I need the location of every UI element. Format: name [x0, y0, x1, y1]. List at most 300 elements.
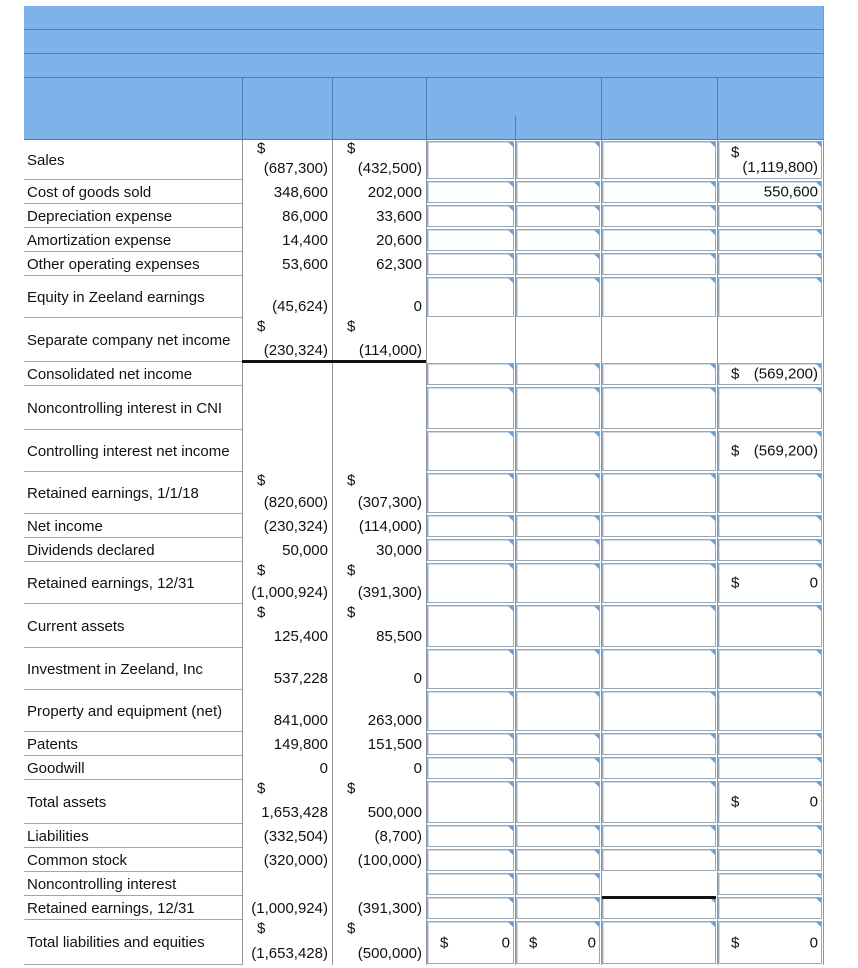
holland-value: (687,300) [263, 160, 328, 177]
debit-input-cell[interactable] [427, 363, 514, 385]
cell-marker-icon [508, 254, 513, 259]
debit-input-cell[interactable] [427, 873, 514, 895]
zeeland-value: (114,000) [358, 518, 422, 535]
account-label: Retained earnings, 12/31 [27, 574, 195, 592]
nci-input-cell[interactable] [602, 781, 716, 823]
cell-marker-icon [710, 606, 715, 611]
account-label: Goodwill [27, 759, 85, 777]
debit-input-cell[interactable] [427, 563, 514, 603]
nci-input-cell[interactable] [602, 431, 716, 471]
cell-marker-icon [508, 826, 513, 831]
debit-input-cell[interactable] [427, 649, 514, 689]
account-label: Depreciation expense [27, 207, 173, 225]
account-label: Current assets [27, 617, 125, 635]
cell-marker-icon [594, 564, 599, 569]
cell-marker-icon [508, 182, 513, 187]
credit-input-cell[interactable] [516, 363, 600, 385]
account-label: Retained earnings, 12/31 [27, 899, 195, 917]
total-input-cell[interactable] [718, 515, 822, 537]
debit-dollar-sign: $ [440, 934, 449, 951]
total-input-cell[interactable] [718, 387, 822, 429]
holland-value: (230,324) [263, 518, 328, 535]
total-dollar-sign: $ [731, 793, 740, 811]
holland-dollar-sign: $ [257, 604, 266, 621]
nci-input-cell[interactable] [602, 921, 716, 964]
zeeland-value: 85,500 [376, 628, 422, 645]
total-input-cell[interactable] [718, 473, 822, 513]
holland-dollar-sign: $ [257, 920, 266, 937]
credit-input-cell[interactable] [516, 849, 600, 871]
total-value: 0 [809, 574, 818, 592]
credit-input-cell[interactable] [516, 921, 600, 964]
account-label: Investment in Zeeland, Inc [27, 660, 203, 678]
cell-marker-icon [508, 432, 513, 437]
cell-marker-icon [816, 874, 821, 879]
account-label: Equity in Zeeland earnings [27, 288, 205, 306]
holland-value: (1,000,924) [251, 584, 328, 601]
nci-input-cell[interactable] [602, 825, 716, 847]
total-dollar-sign: $ [731, 934, 740, 951]
zeeland-value: 33,600 [376, 208, 422, 225]
credit-input-cell[interactable] [516, 825, 600, 847]
worksheet-row-separate-ni [24, 318, 824, 362]
total-input-cell[interactable] [718, 253, 822, 275]
cell-marker-icon [816, 692, 821, 697]
cell-marker-icon [816, 540, 821, 545]
account-label: Total assets [27, 793, 107, 811]
credit-input-cell[interactable] [516, 277, 600, 317]
cell-marker-icon [816, 516, 821, 521]
worksheet-row-sales [24, 140, 824, 180]
debit-input-cell[interactable] [427, 515, 514, 537]
zeeland-value: 30,000 [376, 542, 422, 559]
credit-input-cell[interactable] [516, 387, 600, 429]
cell-marker-icon [594, 540, 599, 545]
cell-marker-icon [594, 206, 599, 211]
cell-marker-icon [508, 564, 513, 569]
cell-marker-icon [594, 516, 599, 521]
total-input-cell[interactable] [718, 141, 822, 179]
cell-marker-icon [508, 606, 513, 611]
worksheet-row-nci [24, 872, 824, 896]
worksheet-row-goodwill [24, 756, 824, 780]
credit-input-cell[interactable] [516, 781, 600, 823]
holland-value: 53,600 [282, 256, 328, 273]
cell-marker-icon [816, 758, 821, 763]
credit-input-cell[interactable] [516, 253, 600, 275]
worksheet-row-controlling-ni [24, 430, 824, 472]
cell-marker-icon [816, 650, 821, 655]
zeeland-value: (500,000) [357, 945, 422, 962]
cell-marker-icon [816, 230, 821, 235]
cell-marker-icon [710, 650, 715, 655]
zeeland-value: 202,000 [367, 184, 422, 201]
nci-input-cell[interactable] [602, 181, 716, 203]
cell-marker-icon [594, 692, 599, 697]
zeeland-value: 151,500 [367, 736, 422, 753]
zeeland-value: 0 [413, 298, 422, 315]
debit-input-cell[interactable] [427, 141, 514, 179]
zeeland-dollar-sign: $ [347, 472, 356, 489]
zeeland-value: (391,300) [357, 584, 422, 601]
cell-marker-icon [710, 564, 715, 569]
total-input-cell[interactable] [718, 363, 822, 385]
credit-input-cell[interactable] [516, 691, 600, 731]
zeeland-value: (8,700) [374, 828, 422, 845]
cell-marker-icon [594, 922, 599, 927]
cell-marker-icon [816, 850, 821, 855]
zeeland-dollar-sign: $ [347, 562, 356, 579]
cell-marker-icon [508, 516, 513, 521]
account-label: Noncontrolling interest [27, 875, 177, 893]
zeeland-dollar-sign: $ [347, 604, 356, 621]
cell-marker-icon [594, 606, 599, 611]
nci-input-cell[interactable] [602, 253, 716, 275]
debit-input-cell[interactable] [427, 473, 514, 513]
worksheet-row-total-le [24, 920, 824, 965]
consolidation-worksheet [24, 6, 824, 965]
worksheet-row-common-stock [24, 848, 824, 872]
zeeland-dollar-sign: $ [347, 140, 356, 157]
cell-marker-icon [816, 826, 821, 831]
credit-input-cell[interactable] [516, 649, 600, 689]
zeeland-value: 62,300 [376, 256, 422, 273]
credit-input-cell[interactable] [516, 515, 600, 537]
cell-marker-icon [816, 278, 821, 283]
nci-input-cell[interactable] [602, 605, 716, 647]
cell-marker-icon [508, 142, 513, 147]
cell-marker-icon [710, 692, 715, 697]
total-input-cell[interactable] [718, 733, 822, 755]
nci-input-cell[interactable] [602, 539, 716, 561]
worksheet-row-net-income [24, 514, 824, 538]
total-input-cell[interactable] [718, 431, 822, 471]
account-label: Cost of goods sold [27, 183, 152, 201]
account-label: Retained earnings, 1/1/18 [27, 484, 199, 502]
credit-input-cell[interactable] [516, 757, 600, 779]
nci-input-cell[interactable] [602, 897, 716, 919]
total-input-cell[interactable] [718, 921, 822, 964]
nci-input-cell[interactable] [602, 141, 716, 179]
cell-marker-icon [508, 540, 513, 545]
credit-input-cell[interactable] [516, 563, 600, 603]
total-input-cell[interactable] [718, 563, 822, 603]
worksheet-row-total-assets [24, 780, 824, 824]
cell-marker-icon [594, 254, 599, 259]
account-label: Consolidated net income [27, 365, 193, 383]
cell-marker-icon [710, 206, 715, 211]
nci-input-cell[interactable] [602, 757, 716, 779]
cell-marker-icon [710, 850, 715, 855]
cell-marker-icon [594, 364, 599, 369]
cell-marker-icon [710, 516, 715, 521]
total-input-cell[interactable] [718, 781, 822, 823]
worksheet-row-re-begin [24, 472, 824, 514]
holland-value: 841,000 [273, 712, 328, 729]
cell-marker-icon [710, 278, 715, 283]
debit-input-cell[interactable] [427, 849, 514, 871]
cell-marker-icon [594, 142, 599, 147]
worksheet-row-cogs [24, 180, 824, 204]
total-input-cell[interactable] [718, 757, 822, 779]
cell-marker-icon [710, 230, 715, 235]
debit-input-cell[interactable] [427, 733, 514, 755]
holland-dollar-sign: $ [257, 472, 266, 489]
nci-input-cell[interactable] [602, 733, 716, 755]
nci-input-cell[interactable] [602, 387, 716, 429]
total-dollar-sign: $ [731, 365, 740, 383]
worksheet-row-other-opex [24, 252, 824, 276]
holland-value: (1,653,428) [251, 945, 328, 962]
worksheet-row-dividends [24, 538, 824, 562]
nci-input-cell[interactable] [602, 849, 716, 871]
nci-input-cell[interactable] [602, 563, 716, 603]
cell-marker-icon [508, 206, 513, 211]
cell-marker-icon [508, 230, 513, 235]
worksheet-row-ppe [24, 690, 824, 732]
cell-marker-icon [710, 142, 715, 147]
debit-input-cell[interactable] [427, 387, 514, 429]
cell-marker-icon [594, 650, 599, 655]
cell-marker-icon [594, 898, 599, 903]
zeeland-value: (391,300) [357, 900, 422, 917]
cell-marker-icon [710, 540, 715, 545]
zeeland-value: 20,600 [376, 232, 422, 249]
holland-value: 1,653,428 [261, 804, 328, 821]
cell-marker-icon [710, 474, 715, 479]
holland-dollar-sign: $ [257, 780, 266, 797]
nci-input-cell[interactable] [602, 277, 716, 317]
holland-value: 348,600 [273, 184, 328, 201]
credit-dollar-sign: $ [529, 934, 538, 951]
total-input-cell[interactable] [718, 691, 822, 731]
cell-marker-icon [710, 432, 715, 437]
total-input-cell[interactable] [718, 649, 822, 689]
cell-marker-icon [816, 898, 821, 903]
credit-input-cell[interactable] [516, 431, 600, 471]
zeeland-value: (114,000) [358, 342, 422, 359]
cell-marker-icon [508, 388, 513, 393]
total-input-cell[interactable] [718, 205, 822, 227]
cell-marker-icon [508, 734, 513, 739]
total-value: 550,600 [763, 183, 818, 201]
holland-value: 14,400 [282, 232, 328, 249]
cell-marker-icon [816, 432, 821, 437]
account-label: Other operating expenses [27, 255, 200, 273]
cell-marker-icon [816, 206, 821, 211]
total-input-cell[interactable] [718, 897, 822, 919]
worksheet-row-investment [24, 648, 824, 690]
nci-input-cell[interactable] [602, 473, 716, 513]
cell-marker-icon [508, 650, 513, 655]
worksheet-row-re-end2 [24, 896, 824, 920]
cell-marker-icon [508, 278, 513, 283]
debit-input-cell[interactable] [427, 253, 514, 275]
nci-input-cell[interactable] [602, 363, 716, 385]
account-label: Controlling interest net income [27, 442, 230, 460]
holland-dollar-sign: $ [257, 140, 266, 157]
debit-input-cell[interactable] [427, 539, 514, 561]
account-label: Common stock [27, 851, 128, 869]
zeeland-value: (432,500) [357, 160, 422, 177]
total-input-cell[interactable] [718, 181, 822, 203]
credit-input-cell[interactable] [516, 181, 600, 203]
credit-input-cell[interactable] [516, 205, 600, 227]
cell-marker-icon [594, 230, 599, 235]
holland-value: 537,228 [273, 670, 328, 687]
account-label: Sales [27, 151, 65, 169]
cell-marker-icon [710, 182, 715, 187]
cell-marker-icon [594, 388, 599, 393]
nci-input-cell[interactable] [602, 515, 716, 537]
debit-input-cell[interactable] [427, 781, 514, 823]
holland-value: (820,600) [263, 494, 328, 511]
debit-input-cell[interactable] [427, 691, 514, 731]
cell-marker-icon [710, 364, 715, 369]
credit-input-cell[interactable] [516, 873, 600, 895]
debit-input-cell[interactable] [427, 825, 514, 847]
total-input-cell[interactable] [718, 605, 822, 647]
cell-marker-icon [816, 474, 821, 479]
cell-marker-icon [508, 898, 513, 903]
credit-input-cell[interactable] [516, 605, 600, 647]
total-value: (569,200) [753, 365, 818, 383]
debit-input-cell[interactable] [427, 897, 514, 919]
cell-marker-icon [816, 734, 821, 739]
cell-marker-icon [508, 782, 513, 787]
cell-marker-icon [710, 922, 715, 927]
worksheet-row-current-assets [24, 604, 824, 648]
worksheet-row-equity-earnings [24, 276, 824, 318]
holland-value: (332,504) [263, 828, 328, 845]
worksheet-header [24, 6, 824, 140]
zeeland-dollar-sign: $ [347, 780, 356, 797]
holland-value: 86,000 [282, 208, 328, 225]
debit-input-cell[interactable] [427, 921, 514, 964]
total-dollar-sign: $ [731, 144, 740, 161]
account-label: Amortization expense [27, 231, 172, 249]
total-value: 0 [809, 793, 818, 811]
total-input-cell[interactable] [718, 539, 822, 561]
total-input-cell[interactable] [718, 825, 822, 847]
cell-marker-icon [508, 758, 513, 763]
cell-marker-icon [594, 278, 599, 283]
holland-value: (45,624) [272, 298, 328, 315]
account-label: Property and equipment (net) [27, 702, 223, 720]
cell-marker-icon [594, 758, 599, 763]
debit-input-cell[interactable] [427, 229, 514, 251]
nci-input-cell[interactable] [602, 649, 716, 689]
total-dollar-sign: $ [731, 442, 740, 460]
worksheet-row-re-end [24, 562, 824, 604]
cell-marker-icon [710, 734, 715, 739]
credit-input-cell[interactable] [516, 897, 600, 919]
holland-value: 125,400 [273, 628, 328, 645]
cell-marker-icon [816, 922, 821, 927]
credit-value: 0 [587, 934, 596, 951]
cell-marker-icon [816, 782, 821, 787]
cell-marker-icon [710, 388, 715, 393]
cell-marker-icon [816, 564, 821, 569]
cell-marker-icon [710, 254, 715, 259]
cell-marker-icon [508, 474, 513, 479]
nci-input-cell[interactable] [602, 229, 716, 251]
cell-marker-icon [816, 388, 821, 393]
holland-value: 50,000 [282, 542, 328, 559]
cell-marker-icon [594, 474, 599, 479]
zeeland-value: (307,300) [357, 494, 422, 511]
worksheet-row-depreciation [24, 204, 824, 228]
credit-input-cell[interactable] [516, 229, 600, 251]
debit-value: 0 [501, 934, 510, 951]
debit-input-cell[interactable] [427, 605, 514, 647]
total-value: (569,200) [753, 442, 818, 460]
credit-input-cell[interactable] [516, 473, 600, 513]
account-label: Total liabilities and equities [27, 934, 205, 951]
debit-input-cell[interactable] [427, 181, 514, 203]
account-label: Noncontrolling interest in CNI [27, 399, 223, 417]
total-input-cell[interactable] [718, 277, 822, 317]
credit-input-cell[interactable] [516, 141, 600, 179]
total-value: 0 [809, 934, 818, 951]
holland-dollar-sign: $ [257, 318, 266, 335]
account-label: Net income [27, 517, 103, 535]
nci-input-cell[interactable] [602, 691, 716, 731]
cell-marker-icon [710, 758, 715, 763]
account-label: Dividends declared [27, 541, 155, 559]
zeeland-value: 263,000 [367, 712, 422, 729]
worksheet-row-patents [24, 732, 824, 756]
debit-input-cell[interactable] [427, 205, 514, 227]
cell-marker-icon [594, 826, 599, 831]
cell-marker-icon [816, 142, 821, 147]
total-input-cell[interactable] [718, 849, 822, 871]
total-dollar-sign: $ [731, 574, 740, 592]
zeeland-value: 0 [413, 760, 422, 777]
total-input-cell[interactable] [718, 229, 822, 251]
holland-value: (1,000,924) [251, 900, 328, 917]
cell-marker-icon [594, 182, 599, 187]
cell-marker-icon [816, 606, 821, 611]
credit-input-cell[interactable] [516, 733, 600, 755]
credit-input-cell[interactable] [516, 539, 600, 561]
account-label: Separate company net income [27, 331, 231, 349]
debit-input-cell[interactable] [427, 431, 514, 471]
zeeland-value: 500,000 [367, 804, 422, 821]
holland-dollar-sign: $ [257, 562, 266, 579]
cell-marker-icon [594, 432, 599, 437]
cell-marker-icon [816, 254, 821, 259]
holland-value: 149,800 [273, 736, 328, 753]
holland-value: 0 [319, 760, 328, 777]
debit-input-cell[interactable] [427, 757, 514, 779]
cell-marker-icon [508, 850, 513, 855]
cell-marker-icon [594, 874, 599, 879]
holland-value: (320,000) [263, 852, 328, 869]
cell-marker-icon [594, 734, 599, 739]
cell-marker-icon [508, 922, 513, 927]
worksheet-row-nci-in-cni [24, 386, 824, 430]
worksheet-row-consolidated-ni [24, 362, 824, 386]
nci-input-cell[interactable] [602, 205, 716, 227]
cell-marker-icon [594, 850, 599, 855]
total-input-cell[interactable] [718, 873, 822, 895]
zeeland-dollar-sign: $ [347, 318, 356, 335]
holland-value: (230,324) [263, 342, 328, 359]
debit-input-cell[interactable] [427, 277, 514, 317]
account-label: Patents [27, 735, 78, 753]
zeeland-value: (100,000) [357, 852, 422, 869]
